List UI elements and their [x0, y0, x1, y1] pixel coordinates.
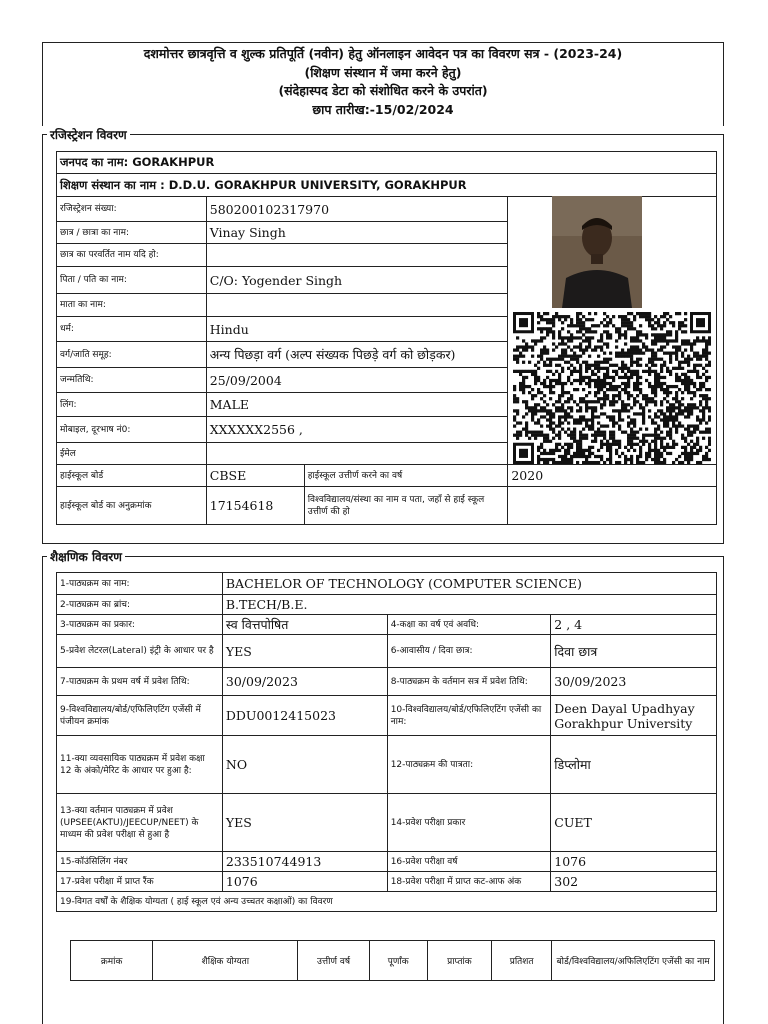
academic-field-value: 1076 [222, 872, 387, 892]
academic-field-value: DDU0012415023 [222, 696, 387, 736]
academic-table [56, 572, 717, 912]
hs-year-value: 2020 [508, 465, 717, 487]
registration-field-value [206, 443, 508, 465]
academic-row [57, 736, 717, 794]
academic-field-label: 14-प्रवेश परीक्षा प्रकार [387, 794, 551, 852]
photo-illustration [552, 196, 642, 308]
student-photo [552, 196, 642, 308]
academic-field-label: 17-प्रवेश परीक्षा में प्राप्त रैंक [57, 872, 223, 892]
previous-qualification-header: शैक्षिक योग्यता [153, 941, 298, 981]
academic-row [57, 696, 717, 736]
district-name: जनपद का नाम: GORAKHPUR [57, 152, 717, 174]
print-date: छाप तारीख:-15/02/2024 [312, 101, 454, 117]
previous-qualification-table [70, 940, 715, 981]
registration-section-title: रजिस्ट्रेशन विवरण [47, 126, 130, 143]
hs-institution-value [508, 487, 717, 525]
academic-field-value: डिप्लोमा [551, 736, 717, 794]
course-branch-value: B.TECH/B.E. [222, 595, 716, 615]
registration-field-value: XXXXXX2556 , [206, 417, 508, 443]
registration-field-label: छात्र का परवर्तित नाम यदि हो: [57, 244, 207, 267]
hs-roll-value: 17154618 [206, 487, 304, 525]
institution-name: शिक्षण संस्थान का नाम : D.D.U. GORAKHPUR UNIVERSITY, GORAKHPUR [57, 174, 717, 197]
academic-row [57, 872, 717, 892]
previous-qualification-title: 19-विगत वर्षों के शैक्षिक योग्यता ( हाई स्कूल एवं अन्य उच्चतर कक्षाओं) का विवरण [57, 892, 717, 912]
academic-field-value: 1076 [551, 852, 717, 872]
registration-field-label: छात्र / छात्रा का नाम: [57, 222, 207, 244]
academic-field-label: 15-कॉउंसिलिंग नंबर [57, 852, 223, 872]
registration-field-value: अन्य पिछड़ा वर्ग (अल्प संख्यक पिछड़े वर्ग को छोड़कर) [206, 342, 508, 368]
academic-field-value: 30/09/2023 [551, 668, 717, 696]
registration-field-label: वर्ग/जाति समूह: [57, 342, 207, 368]
academic-field-label: 3-पाठ्यक्रम का प्रकार: [57, 615, 223, 635]
academic-field-label: 13-क्या वर्तमान पाठ्यक्रम में प्रवेश (UPSEE(AKTU)/JEECUP/NEET) के माध्यम की प्रवेश परीक्षा से हुआ है [57, 794, 223, 852]
course-name-label: 1-पाठ्यक्रम का नाम: [57, 573, 223, 595]
academic-field-value: 233510744913 [222, 852, 387, 872]
academic-field-label: 10-विश्वविद्यालय/बोर्ड/एफिलिएटिंग एजेंसी का नाम: [387, 696, 551, 736]
academic-field-value: YES [222, 635, 387, 668]
academic-field-label: 11-क्या व्यवसायिक पाठ्यक्रम में प्रवेश कक्षा 12 के अंको/मेरिट के आधार पर हुआ है: [57, 736, 223, 794]
previous-qualification-header: क्रमांक [71, 941, 153, 981]
academic-field-value: 30/09/2023 [222, 668, 387, 696]
header-box [42, 42, 724, 126]
academic-field-label: 18-प्रवेश परीक्षा में प्राप्त कट-आफ अंक [387, 872, 551, 892]
academic-field-value: 302 [551, 872, 717, 892]
academic-field-value: स्व वित्तपोषित [222, 615, 387, 635]
hs-institution-label: विश्वविद्यालय/संस्था का नाम व पता, जहाँ से हाई स्कूल उत्तीर्ण की हो [304, 487, 508, 525]
academic-field-label: 12-पाठ्यक्रम की पात्रता: [387, 736, 551, 794]
header-subtitle-1: (शिक्षण संस्थान में जमा करने हेतु) [304, 64, 462, 80]
previous-qualification-header: बोर्ड/विश्वविद्यालय/अफिलिएटिंग एजेंसी का नाम [552, 941, 715, 981]
academic-field-label: 4-कक्षा का वर्ष एवं अवधि: [387, 615, 551, 635]
registration-field-label: रजिस्ट्रेशन संख्या: [57, 197, 207, 222]
previous-qualification-header: प्राप्तांक [427, 941, 491, 981]
previous-qualification-header: पूर्णांक [369, 941, 427, 981]
academic-row [57, 615, 717, 635]
course-name-value: BACHELOR OF TECHNOLOGY (COMPUTER SCIENCE) [222, 573, 716, 595]
academic-field-value: Deen Dayal Upadhyay Gorakhpur University [551, 696, 717, 736]
academic-row [57, 635, 717, 668]
qr-code [513, 312, 711, 464]
registration-field-label: मोबाइल, दूरभाष नं0: [57, 417, 207, 443]
academic-row [57, 794, 717, 852]
header-subtitle-2: (संदेहास्पद डेटा को संशोधित करने के उपरांत) [278, 83, 488, 98]
registration-field-value: 25/09/2004 [206, 368, 508, 393]
registration-field-label: लिंग: [57, 393, 207, 417]
registration-field-label: पिता / पति का नाम: [57, 267, 207, 294]
header-title: दशमोत्तर छात्रवृत्ति व शुल्क प्रतिपूर्ति (नवीन) हेतु ऑनलाइन आवेदन पत्र का विवरण सत्र - (2023-24) [143, 46, 623, 61]
previous-qualification-header: उत्तीर्ण वर्ष [298, 941, 369, 981]
academic-field-value: दिवा छात्र [551, 635, 717, 668]
registration-field-label: माता का नाम: [57, 294, 207, 317]
academic-field-label: 6-आवासीय / दिवा छात्र: [387, 635, 551, 668]
academic-row [57, 668, 717, 696]
academic-field-label: 9-विश्वविद्यालय/बोर्ड/एफिलिएटिंग एजेंसी में पंजीयन क्रमांक [57, 696, 223, 736]
hs-roll-label: हाईस्कूल बोर्ड का अनुक्रमांक [57, 487, 207, 525]
registration-field-value [206, 294, 508, 317]
academic-field-label: 8-पाठ्यक्रम के वर्तमान सत्र में प्रवेश तिथि: [387, 668, 551, 696]
academic-field-value: NO [222, 736, 387, 794]
hs-board-label: हाईस्कूल बोर्ड [57, 465, 207, 487]
hs-year-label: हाईस्कूल उत्तीर्ण करने का वर्ष [304, 465, 508, 487]
academic-field-label: 16-प्रवेश परीक्षा वर्ष [387, 852, 551, 872]
academic-section-title: शैक्षणिक विवरण [47, 548, 125, 565]
previous-qualification-header: प्रतिशत [491, 941, 551, 981]
registration-field-value: 580200102317970 [206, 197, 508, 222]
registration-field-value [206, 244, 508, 267]
academic-field-label: 5-प्रवेश लेटरल(Lateral) इंट्री के आधार पर है [57, 635, 223, 668]
registration-field-label: धर्म: [57, 317, 207, 342]
registration-field-value: Hindu [206, 317, 508, 342]
course-branch-label: 2-पाठ्यक्रम का ब्रांच: [57, 595, 223, 615]
academic-field-value: YES [222, 794, 387, 852]
hs-board-value: CBSE [206, 465, 304, 487]
academic-field-label: 7-पाठ्यक्रम के प्रथम वर्ष में प्रवेश तिथि: [57, 668, 223, 696]
academic-row [57, 852, 717, 872]
registration-field-value: Vinay Singh [206, 222, 508, 244]
registration-field-label: जन्मतिथि: [57, 368, 207, 393]
registration-field-value: C/O: Yogender Singh [206, 267, 508, 294]
academic-field-value: CUET [551, 794, 717, 852]
registration-field-value: MALE [206, 393, 508, 417]
registration-field-label: ईमेल [57, 443, 207, 465]
academic-field-value: 2 , 4 [551, 615, 717, 635]
